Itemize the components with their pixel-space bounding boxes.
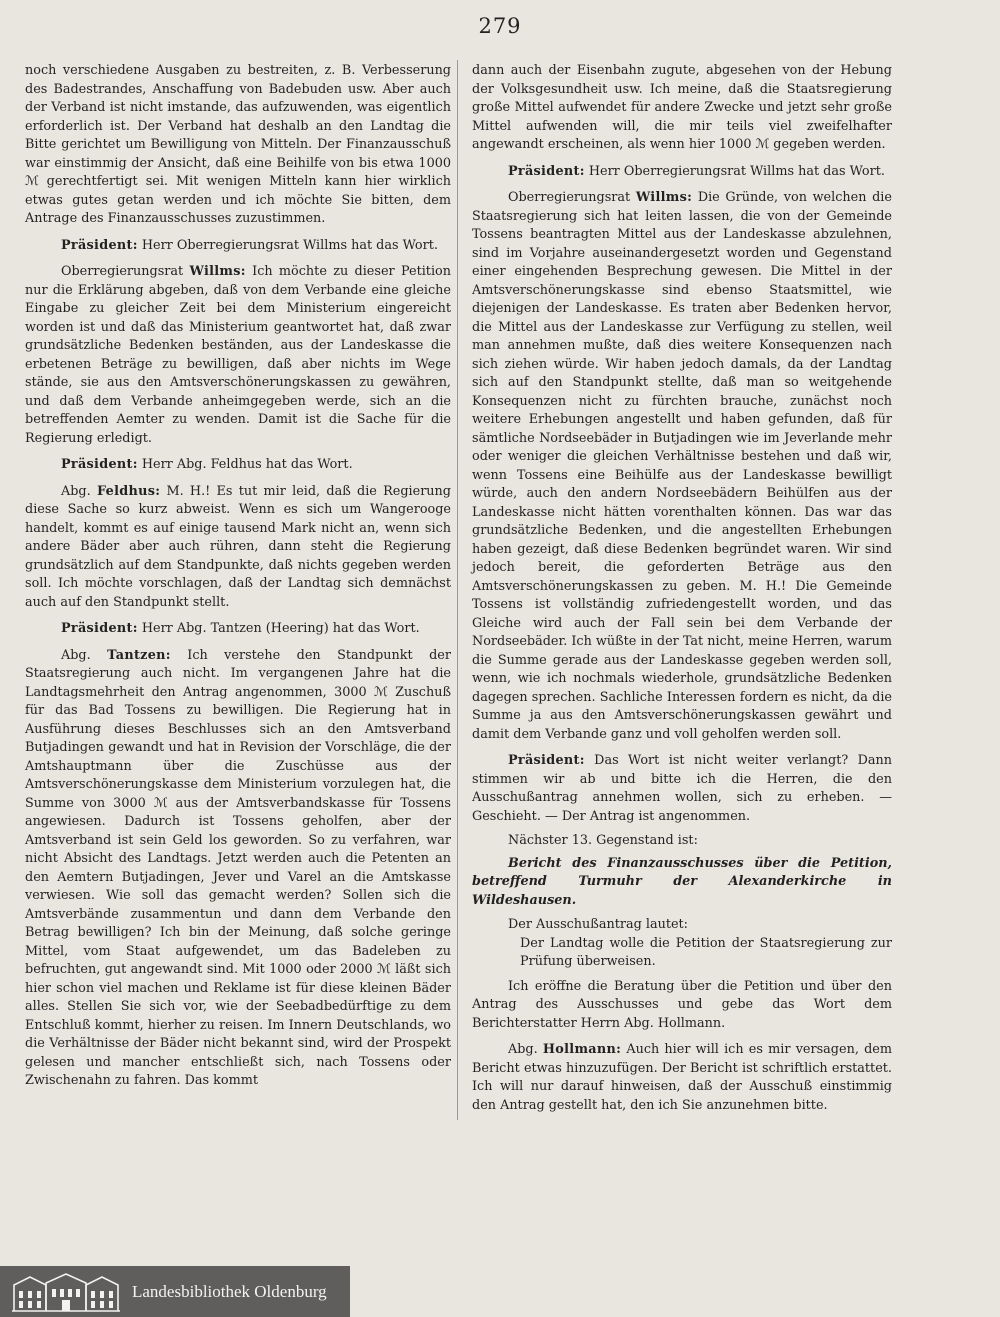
paragraph: noch verschiedene Ausgaben zu bestreiten, z. B. Verbesserung des Badestrandes, Anschaffung von Badebuden usw. Aber auch der Verband ist nicht imstande, das aufzuwenden, was eigentlich erforderlich ist. Der Verband hat deshalb an den Landtag die Bitte gerichtet um Bewilligung von Mitteln. Der Finanzausschuß war einstimmig der Ansicht, daß eine Beihilfe von bis etwa 1000 ℳ gerechtfertigt sei. Mit wenigen Mitteln kann hier wirklich etwas gutes getan werden und ich möchte Sie bitten, dem Antrage des Finanzausschusses zuzustimmen. xyxy=(25,63,451,226)
speaker-name: Willms: xyxy=(635,190,693,205)
speaker-name: Präsident: xyxy=(508,163,585,179)
speech-paragraph xyxy=(472,752,892,826)
library-name: Landesbibliothek Oldenburg xyxy=(132,1281,327,1301)
speaker-name: Präsident: xyxy=(508,753,585,768)
motion-text: Der Landtag wolle die Petition der Staatsregierung zur Prüfung überweisen. xyxy=(520,935,892,969)
speaker-name: Präsident: xyxy=(61,237,138,253)
agenda-item-title: Bericht des Finanzausschusses über die Petition, betreffend Turmuhr der Alexanderkirche in Wildeshausen. xyxy=(472,855,892,908)
speech-text: Herr Oberregierungsrat Willms hat das Wort. xyxy=(584,163,885,179)
speech-paragraph xyxy=(25,263,451,448)
speech-paragraph xyxy=(25,483,451,613)
paragraph: Ich eröffne die Beratung über die Petition und über den Antrag des Ausschusses und gebe das Wort dem Berichterstatter Herrn Abg. Hollmann. xyxy=(472,978,892,1031)
speaker-name: Tantzen: xyxy=(107,647,171,663)
speaker-name: Präsident: xyxy=(61,621,138,636)
speech-text: Herr Abg. Feldhus hat das Wort. xyxy=(137,457,353,472)
speaker-title: Abg. xyxy=(61,647,108,663)
library-building-icon xyxy=(10,1271,122,1313)
speech-paragraph xyxy=(472,163,892,182)
left-column xyxy=(25,62,451,1091)
right-column xyxy=(472,62,892,1115)
paragraph: Der Ausschußantrag lautet: xyxy=(508,917,688,932)
column-divider xyxy=(457,60,458,1120)
speaker-title: Abg. xyxy=(508,1042,543,1057)
speech-text: Ich verstehe den Standpunkt der Staatsregierung auch nicht. Im vergangenen Jahre hat die Landtagsmehrheit den Antrag angenommen, 3000 ℳ Zuschuß für das Bad Tossens zu bewilligen. Die Regierung hat in Ausführung dieses Beschlusses sich an den Amtsverband Butjadingen gewandt und hat in Revision der Vorschläge, die der Amtshauptmann über die Zuschüsse aus der Amtsverschönerungskasse dem Ministerium vorzulegen hat, die Summe von 3000 ℳ aus der Amtsverbandskasse für Tossens angewiesen. Dadurch ist Tossens geholfen, aber der Amtsverband ist sein Geld los geworden. So zu verfahren, war nicht Absicht des Landtags. Jetzt werden auch die Petenten an den Aemtern Butjadingen, Jever und Varel an die Amtskasse verwiesen. Wie soll das gemacht werden? Sollen sich die Amtsverbände zusammentun und dann dem Verbande den Betrag bewilligen? Ich bin der Meinung, daß solche geringe Mittel, vom Staat aufgewendet, um das Badeleben zu befruchten, gut angewandt sind. Mit 1000 oder 2000 ℳ läßt sich hier schon viel machen und Reklame ist für diese kleinen Bäder alles. Stellen Sie sich vor, wie der Seebadbedürftige zu dem Entschluß kommt, hierher zu reisen. Im Innern Deutschlands, wo die Verhältnisse der Bäder nicht bekannt sind, wird der Prospekt gelesen und mancher entschließt sich, nach Tossens oder Zwischenahn zu fahren. Das kommt xyxy=(25,647,451,1088)
library-footer xyxy=(0,1266,350,1317)
speech-text: Herr Abg. Tantzen (Heering) hat das Wort. xyxy=(137,621,420,636)
paragraph: dann auch der Eisenbahn zugute, abgesehen von der Hebung der Volksgesundheit usw. Ich meine, daß die Staatsregierung große Mittel aufwendet für andere Zwecke und jetzt sehr große Mittel aufwenden will, die mir teils viel zweifelhafter angewandt erscheinen, als wenn hier 1000 ℳ gegeben werden. xyxy=(472,63,892,152)
speech-text: Auch hier will ich es mir versagen, dem Bericht etwas hinzuzufügen. Der Bericht ist schriftlich erstattet. Ich will nur darauf hinweisen, daß der Ausschuß einstimmig den Antrag gestellt hat, den ich Sie anzunehmen bitte. xyxy=(472,1042,892,1113)
speech-paragraph xyxy=(25,647,451,1091)
speech-text: M. H.! Es tut mir leid, daß die Regierung diese Sache so kurz abweist. Wenn es sich um Wangerooge handelt, kommt es auf einige tausend Mark nicht an, wenn sich andere Bäder aber auch rühren, dann steht die Regierung grundsätzlich auf dem Standpunkte, daß nichts gegeben werden soll. Ich möchte vorschlagen, daß der Landtag sich demnächst auch auf den Standpunkt stellt. xyxy=(25,483,451,610)
speaker-name: Feldhus: xyxy=(96,483,161,499)
speaker-title: Abg. xyxy=(61,483,97,499)
speech-text: Herr Oberregierungsrat Willms hat das Wort. xyxy=(137,237,438,253)
speech-paragraph xyxy=(472,1041,892,1115)
speaker-title: Oberregierungsrat xyxy=(61,264,190,279)
speech-paragraph xyxy=(25,456,451,475)
speech-text: Ich möchte zu dieser Petition nur die Erklärung abgeben, daß von dem Verbande eine gleiche Eingabe zu gleicher Zeit bei dem Ministerium eingereicht worden ist und daß das Ministerium geantwortet hat, daß zwar grundsätzliche Bedenken beständen, aus der Landeskasse die erbetenen Beträge zu bewilligen, daß aber nichts im Wege stände, sie aus den Amtsverschönerungskassen zu gewähren, und daß dem Verbande anheimgegeben werde, sich an die betreffenden Aemter zu wenden. Damit ist die Sache für die Regierung erledigt. xyxy=(25,264,451,446)
speech-paragraph xyxy=(25,237,451,256)
speaker-name: Präsident: xyxy=(61,457,138,472)
speech-text: Das Wort ist nicht weiter verlangt? Dann stimmen wir ab und bitte ich die Herren, die den Ausschußantrag annehmen wollen, sich zu erheben. — Geschieht. — Der Antrag ist angenommen. xyxy=(472,753,892,824)
paragraph: Nächster 13. Gegenstand ist: xyxy=(508,833,698,848)
speaker-title: Oberregierungsrat xyxy=(508,190,636,205)
speaker-name: Willms: xyxy=(189,264,246,279)
speech-paragraph xyxy=(472,189,892,744)
speaker-name: Hollmann: xyxy=(542,1042,622,1057)
speech-text: Die Gründe, von welchen die Staatsregierung sich hat leiten lassen, die von der Gemeinde Tossens beantragten Mittel aus der Landeskasse abzulehnen, sind im Vorjahre auseinandergesetzt worden und Gegenstand einer eingehenden Besprechung gewesen. Die Mittel in der Amtsverschönerungskasse sind ebenso Staatsmittel, wie diejenigen der Landeskasse. Es traten aber Bedenken hervor, die Mittel aus der Landeskasse zur Verfügung zu stellen, weil man annehmen mußte, daß dies weitere Konsequenzen nach sich ziehen würde. Wir haben jedoch damals, da der Landtag sich auf den Standpunkt stellte, daß man so weitgehende Konsequenzen nicht zu fürchten brauche, zunächst noch weitere Erhebungen angestellt und haben gefunden, daß für sämtliche Nordseebäder in Butjadingen wie im Jeverlande mehr oder weniger die gleichen Verhältnisse bestehen und daß wir, wenn Tossens eine Beihülfe aus der Landeskasse bewilligt würde, auch den andern Nordseebädern Beihülfen aus der Landeskasse nicht hätten vorenthalten können. Das war das grundsätzliche Bedenken, und die angestellten Erhebungen haben gezeigt, daß diese Bedenken begründet waren. Wir sind jedoch bereit, die geforderten Beträge aus den Amtsverschönerungskassen zu geben. M. H.! Die Gemeinde Tossens ist vollständig zufriedengestellt worden, und das Gleiche wird auch der Fall sein bei dem Verbande der Nordseebäder. Ich wüßte in der Tat nicht, meine Herren, warum die Summe gerade aus der Landeskasse gegeben werden soll, wenn, wie ich nochmals wiederhole, grundsätzliche Bedenken dagegen sprechen. Sachliche Interessen fordern es nicht, da die Summe ja aus den Amtsverschönerungskassen gewährt und damit dem Verbande ganz und voll geholfen werden soll. xyxy=(472,190,892,742)
page-number: 279 xyxy=(478,14,522,38)
speech-paragraph xyxy=(25,620,451,639)
